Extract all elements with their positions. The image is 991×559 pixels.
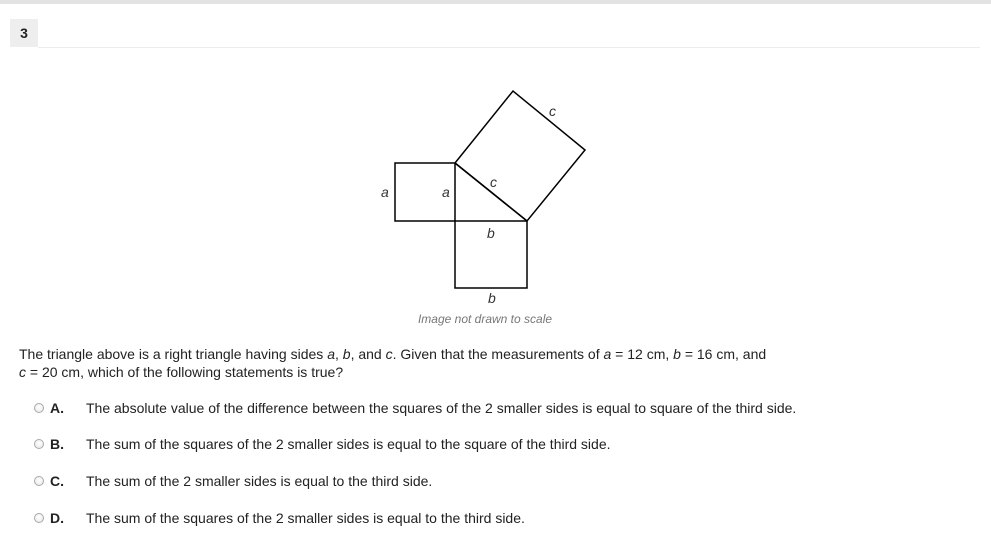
option-letter: D. [50, 510, 64, 526]
question-text: The triangle above is a right triangle having sides a, b, and c. Given that the measurements of a = 12 cm, b = 16 cm, and c = 20 cm, which of the following statements is true? [19, 346, 767, 380]
radio-button[interactable] [34, 476, 44, 486]
figure-caption: Image not drawn to scale [417, 312, 553, 326]
option-d[interactable] [34, 508, 525, 528]
label-a-inner: a [442, 184, 450, 200]
option-letter: A. [50, 400, 64, 416]
option-b[interactable] [34, 434, 611, 454]
radio-button[interactable] [34, 513, 44, 523]
label-a-left: a [381, 184, 389, 200]
radio-button[interactable] [34, 403, 44, 413]
label-b-inner: b [487, 225, 495, 241]
option-letter: B. [50, 436, 64, 452]
option-letter: C. [50, 473, 64, 489]
question-number: 3 [10, 19, 38, 47]
option-text: The sum of the squares of the 2 smaller sides is equal to the third side. [86, 510, 525, 526]
triangle-hypotenuse [455, 163, 527, 221]
option-c[interactable] [34, 471, 432, 491]
label-c-hypotenuse: c [490, 174, 497, 190]
label-b-bottom: b [488, 290, 496, 306]
radio-button[interactable] [34, 439, 44, 449]
option-text: The sum of the squares of the 2 smaller sides is equal to the square of the third side. [86, 436, 611, 452]
square-c [455, 91, 585, 221]
option-text: The absolute value of the difference between the squares of the 2 smaller sides is equal to square of the third side. [86, 400, 797, 416]
label-c-outer: c [549, 103, 556, 119]
option-text: The sum of the 2 smaller sides is equal to the third side. [86, 473, 433, 489]
option-a[interactable] [34, 398, 796, 418]
